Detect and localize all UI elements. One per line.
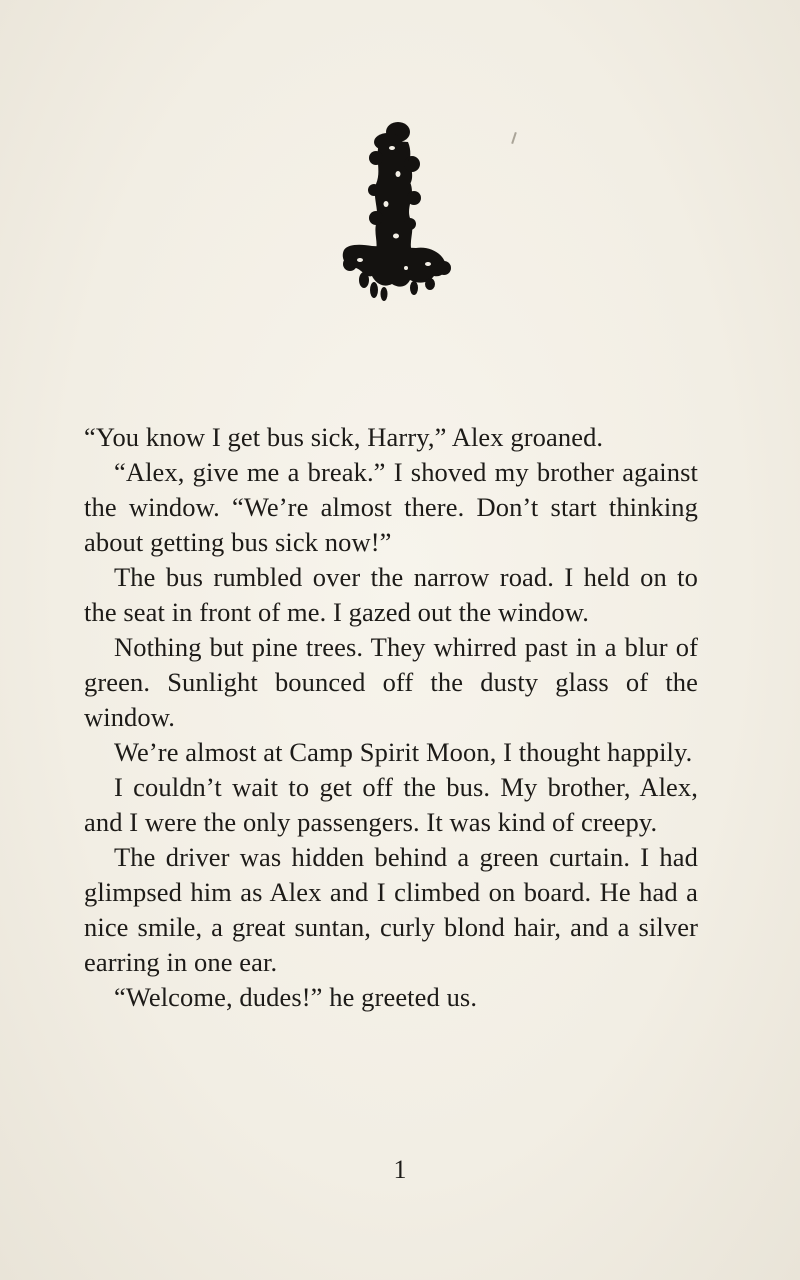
paragraph: Nothing but pine trees. They whirred past in a blur of green. Sunlight bounced off the dusty glass of the window.	[84, 632, 698, 732]
paragraph: The driver was hidden behind a green curtain. I had glimpsed him as Alex and I climbed on board. He had a nice smile, a great suntan, curly blond hair, and a silver earring in one ear.	[84, 842, 698, 977]
page-number: 1	[393, 1155, 407, 1184]
paper-speck	[511, 132, 517, 144]
story-text	[84, 420, 698, 1015]
paragraph: We’re almost at Camp Spirit Moon, I thought happily.	[114, 737, 693, 767]
paragraph: “You know I get bus sick, Harry,” Alex groaned.	[84, 422, 604, 452]
paragraph: “Alex, give me a break.” I shoved my brother against the window. “We’re almost there. Don’t start thinking about getting bus sick now!”	[84, 457, 698, 557]
paragraph: “Welcome, dudes!” he greeted us.	[114, 982, 478, 1012]
dripping-slime-icon	[336, 118, 452, 304]
paragraph: I couldn’t wait to get off the bus. My brother, Alex, and I were the only passengers. It was kind of creepy.	[84, 772, 698, 837]
paragraph: The bus rumbled over the narrow road. I held on to the seat in front of me. I gazed out the window.	[84, 562, 698, 627]
